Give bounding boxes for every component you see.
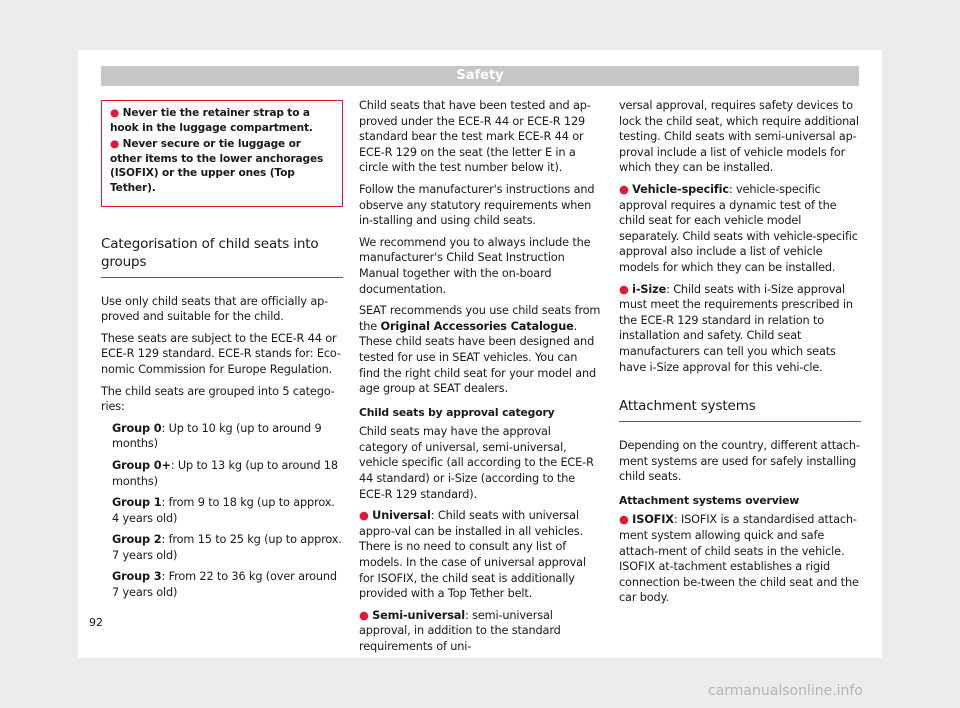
column-3	[619, 98, 861, 606]
bullet-icon: ●	[619, 282, 629, 296]
paragraph: Depending on the country, different attach-ment systems are used for safely installing child seats.	[619, 439, 860, 484]
group-item: Group 1: from 9 to 18 kg (up to approx. 4 years old)	[112, 496, 335, 525]
bullet-icon: ●	[359, 509, 369, 523]
section-title-attachment: Attachment systems	[619, 397, 861, 422]
bullet-i-size: ● i-Size: Child seats with i-Size approval must meet the requirements prescribed in the ECE-R 129 standard in relation to installation and safety. Child seat manufacturers can tell you which seats have i-Size approval for this vehi-cle.	[619, 282, 853, 374]
column-1	[101, 100, 343, 601]
paragraph: We recommend you to always include the manufacturer's Child Seat Instruction Manual together with the on-board documentation.	[359, 235, 591, 296]
bullet-icon: ●	[619, 182, 629, 196]
paragraph: These seats are subject to the ECE-R 44 or ECE-R 129 standard. ECE-R stands for: Eco-nomic Commission for Europe Regulation.	[101, 331, 341, 376]
bullet-icon: ●	[110, 138, 120, 151]
paragraph: Child seats that have been tested and ap-proved under the ECE-R 44 or ECE-R 129 standard bear the test mark ECE-R 44 or ECE-R 129 on the seat (the letter E in a circle with the test number below it).	[359, 99, 591, 175]
page-header-title: Safety	[101, 66, 859, 86]
bullet-semi-universal: ● Semi-universal: semi-universal approval, in addition to the standard requirements of uni-	[359, 608, 561, 653]
section-title-categorisation: Categorisation of child seats into groups	[101, 235, 343, 278]
warning-item: ● Never tie the retainer strap to a hook in the luggage compartment.	[110, 107, 313, 134]
group-item: Group 3: From 22 to 36 kg (over around 7 years old)	[112, 570, 337, 600]
sub-heading-approval: Child seats by approval category	[359, 405, 555, 419]
bullet-icon: ●	[619, 513, 629, 527]
bullet-isofix: ● ISOFIX: ISOFIX is a standardised attach-ment system allowing quick and safe attach-ment of child seats in the vehicle. ISOFIX at-tachment establishes a rigid connection be-tween the child seat and the car body.	[619, 513, 859, 605]
paragraph: The child seats are grouped into 5 catego-ries:	[101, 384, 335, 414]
group-item: Group 0+: Up to 13 kg (up to around 18 months)	[112, 458, 338, 488]
warning-box	[101, 100, 343, 207]
bullet-universal: ● Universal: Child seats with universal appro-val can be installed in all vehicles. There is no need to consult any list of models. In the case of universal approval for ISOFIX, the child seat is additionally provided with a Top Tether belt.	[359, 509, 586, 601]
warning-item: ● Never secure or tie luggage or other items to the lower anchorages (ISOFIX) or the upper ones (Top Tether).	[110, 138, 324, 194]
paragraph: Child seats may have the approval category of universal, semi-universal, vehicle specific (all according to the ECE-R 44 standard) or i-Size (according to the ECE-R 129 standard).	[359, 425, 594, 501]
paragraph: Use only child seats that are officially ap-proved and suitable for the child.	[101, 294, 329, 324]
sub-heading-overview: Attachment systems overview	[619, 493, 800, 507]
bullet-icon: ●	[110, 107, 120, 119]
group-item: Group 0: Up to 10 kg (up to around 9 months)	[112, 421, 322, 451]
watermark: carmanualsonline.info	[708, 683, 863, 699]
page-number: 92	[89, 616, 103, 629]
bullet-vehicle-specific: ● Vehicle-specific: vehicle-specific approval requires a dynamic test of the child seat for each vehicle model separately. Child seats with vehicle-specific approval also include a list of vehicle models for which they can be installed.	[619, 182, 858, 274]
paragraph: versal approval, requires safety devices to lock the child seat, which require additional testing. Child seats with semi-universal ap-proval include a list of vehicle models for which they can be installed.	[619, 99, 859, 175]
paragraph: SEAT recommends you use child seats from the Original Accessories Catalogue. These child seats have been designed and tested for use in SEAT vehicles. You can find the right child seat for your model and age group at SEAT dealers.	[359, 304, 601, 396]
bullet-icon: ●	[359, 608, 369, 622]
paragraph: Follow the manufacturer's instructions and observe any statutory requirements when in-stalling and using child seats.	[359, 182, 595, 228]
column-2	[359, 98, 601, 655]
group-item: Group 2: from 15 to 25 kg (up to approx. 7 years old)	[112, 533, 342, 562]
